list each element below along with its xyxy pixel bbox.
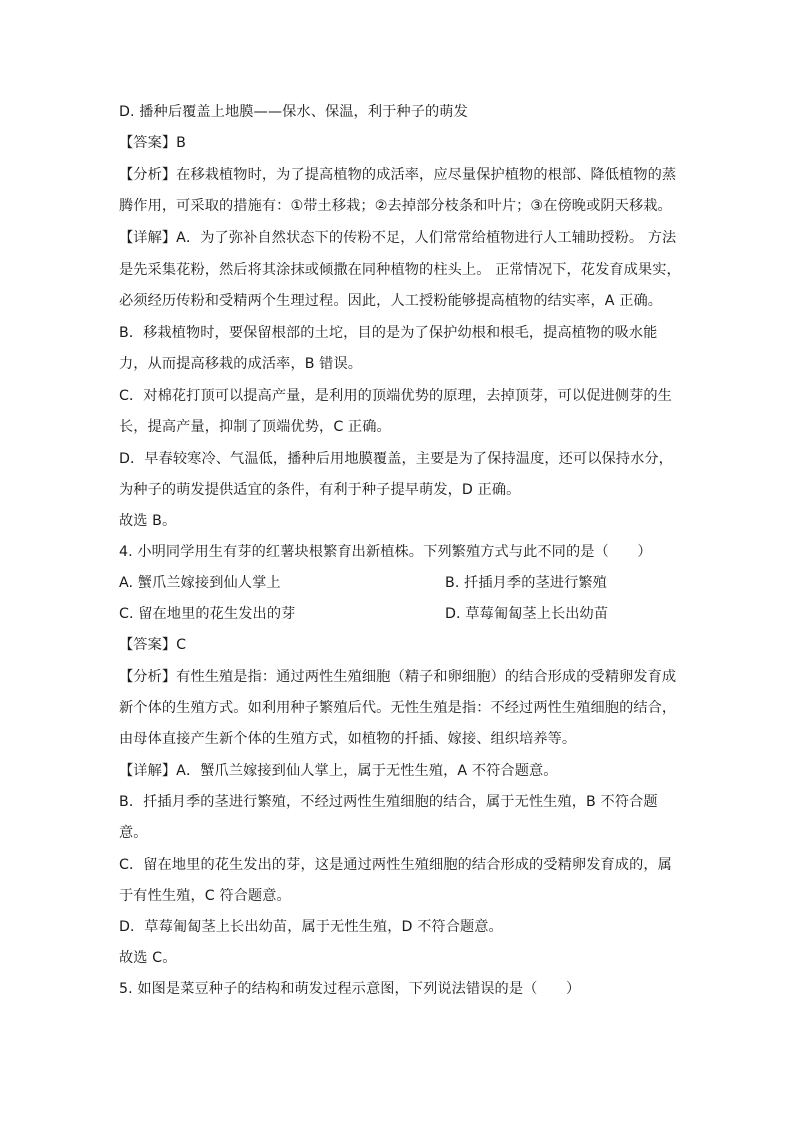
q3-detail-line-9: 为种子的萌发提供适宜的条件，有利于种子提早萌发，D 正确。 [119,482,521,498]
q4-option-c: C. 留在地里的花生发出的芽 [119,606,296,622]
q3-answer: 【答案】B [119,135,186,151]
q3-analysis-line-2: 腾作用，可采取的措施有：①带土移栽；②去掉部分枝条和叶片；③在傍晚或阴天移栽。 [119,198,672,214]
q4-detail-line-4: C．留在地里的花生发出的芽，这是通过两性生殖细胞的结合形成的受精卵发育成的，属 [119,857,672,873]
q4-option-a: A. 蟹爪兰嫁接到仙人掌上 [119,575,281,591]
q4-option-d: D. 草莓匍匐茎上长出幼苗 [445,606,609,622]
q4-detail-line-1: 【详解】A．蟹爪兰嫁接到仙人掌上，属于无性生殖，A 不符合题意。 [119,763,558,779]
q3-detail-line-6: C．对棉花打顶可以提高产量，是利用的顶端优势的原理，去掉顶芽，可以促进侧芽的生 [119,388,672,404]
q3-detail-line-7: 长，提高产量，抑制了顶端优势，C 正确。 [119,419,391,435]
q4-analysis-line-2: 新个体的生殖方式。如利用种子繁殖后代。无性生殖是指：不经过两性生殖细胞的结合， [119,700,677,716]
q4-answer: 【答案】C [119,637,187,653]
q3-option-d: D. 播种后覆盖上地膜——保水、保温，利于种子的萌发 [119,104,468,120]
q3-conclusion: 故选 B。 [119,513,177,529]
q5-stem: 5. 如图是菜豆种子的结构和萌发过程示意图，下列说法错误的是（ ） [119,981,581,997]
q4-analysis-line-3: 由母体直接产生新个体的生殖方式，如植物的扦插、嫁接、组织培养等。 [119,731,577,747]
q3-detail-line-1: 【详解】A．为了弥补自然状态下的传粉不足，人们常常给植物进行人工辅助授粉。 方法 [119,230,677,246]
q3-detail-line-8: D．早春较寒冷、气温低，播种后用地膜覆盖，主要是为了保持温度，还可以保持水分， [119,451,673,467]
q4-analysis-line-1: 【分析】有性生殖是指：通过两性生殖细胞（精子和卵细胞）的结合形成的受精卵发育成 [119,669,677,685]
q3-detail-line-5: 力，从而提高移栽的成活率，B 错误。 [119,356,363,372]
q4-stem: 4. 小明同学用生有芽的红薯块根繁育出新植株。下列繁殖方式与此不同的是（ ） [119,544,652,560]
q3-detail-line-4: B．移栽植物时，要保留根部的土坨，目的是为了保护幼根和根毛，提高植物的吸水能 [119,325,658,341]
q4-option-b: B. 扦插月季的茎进行繁殖 [445,575,607,591]
q4-detail-line-6: D．草莓匍匐茎上长出幼苗，属于无性生殖，D 不符合题意。 [119,919,503,935]
q4-detail-line-3: 意。 [119,825,148,841]
q3-analysis-line-1: 【分析】在移栽植物时，为了提高植物的成活率，应尽量保护植物的根部、降低植物的蒸 [119,167,677,183]
q4-detail-line-2: B．扦插月季的茎进行繁殖，不经过两性生殖细胞的结合，属于无性生殖，B 不符合题 [119,794,658,810]
q3-detail-line-2: 是先采集花粉，然后将其涂抹或倾撒在同种植物的柱头上。 正常情况下，花发育成果实， [119,262,681,278]
q4-detail-line-5: 于有性生殖，C 符合题意。 [119,888,291,904]
q4-conclusion: 故选 C。 [119,950,177,966]
q3-detail-line-3: 必须经历传粉和受精两个生理过程。因此，人工授粉能够提高植物的结实率，A 正确。 [119,293,663,309]
